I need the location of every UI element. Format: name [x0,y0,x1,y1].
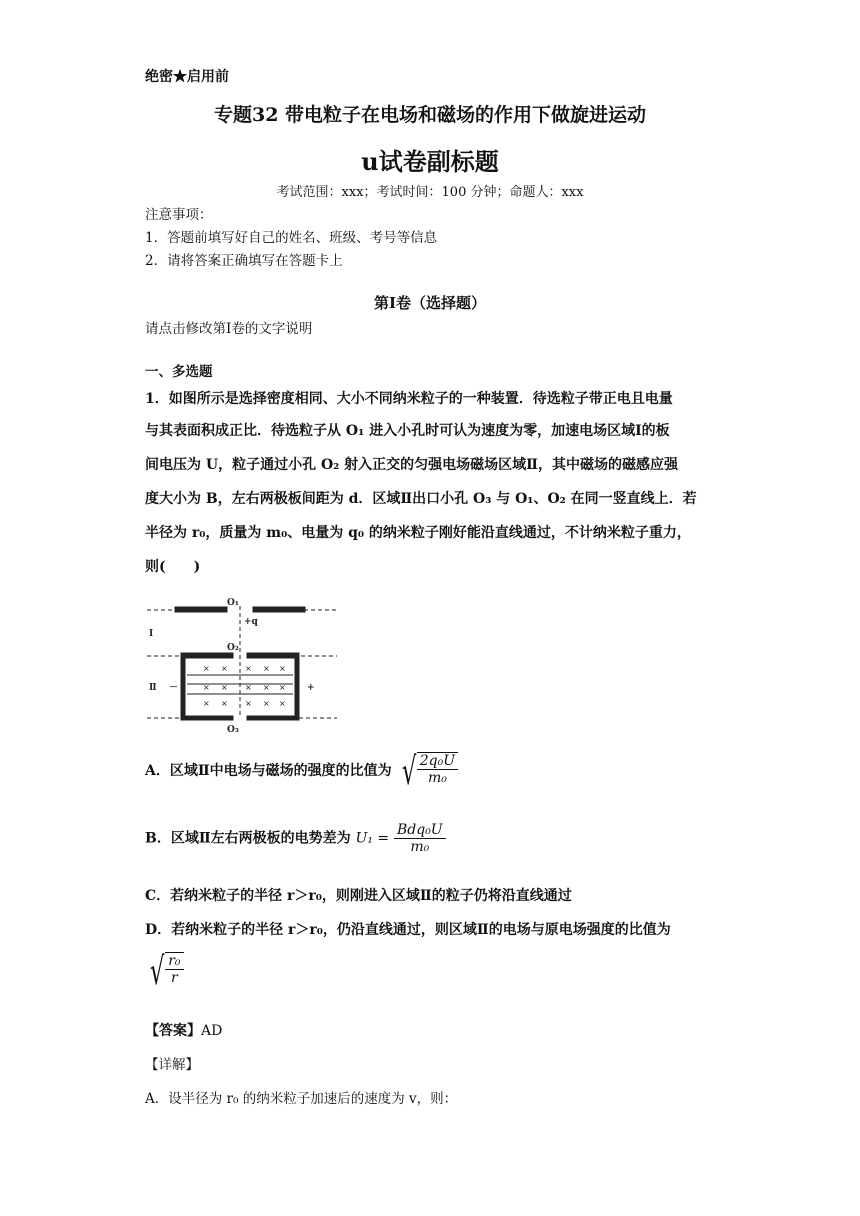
svg-text:×: × [279,683,286,692]
svg-text:×: × [245,683,252,692]
label-region-1: Ⅰ [149,629,154,639]
label-region-2: Ⅱ [149,683,157,693]
question-line: 间电压为 U，粒子通过小孔 O₂ 射入正交的匀强电场磁场区域Ⅱ，其中磁场的磁感应强 [145,457,678,473]
apparatus-diagram [145,596,345,736]
svg-text:×: × [245,664,252,673]
svg-text:×: × [203,699,210,708]
question-line: 度大小为 B，左右两极板间距为 d．区域Ⅱ出口小孔 O₃ 与 O₁、O₂ 在同一竖直线上．若 [145,491,697,507]
option-a [145,749,458,793]
question-line: 则( ) [145,559,201,575]
option-b [145,822,446,855]
section-title: 第Ⅰ卷（选择题） [373,294,487,312]
option-d: D．若纳米粒子的半径 r＞r₀，仍沿直线通过，则区域Ⅱ的电场与原电场强度的比值为 [145,922,671,938]
note-item: 1．答题前填写好自己的姓名、班级、考号等信息 [145,230,438,246]
answer-line [145,1020,222,1040]
option-b-denominator: m₀ [410,839,430,855]
exam-meta: 考试范围：xxx；考试时间：100 分钟；命题人：xxx [276,185,584,200]
option-b-text: B．区域Ⅱ左右两极板的电势差为 [145,830,351,847]
option-d-formula [145,949,184,993]
svg-text:×: × [203,664,210,673]
svg-text:×: × [279,699,286,708]
svg-text:×: × [263,664,270,673]
question-line: 半径为 r₀，质量为 m₀、电量为 q₀ 的纳米粒子刚好能沿直线通过，不计纳米粒子重力， [145,525,691,541]
answer-value: AD [201,1023,223,1039]
option-b-lhs: U₁ = [355,830,390,847]
svg-text:×: × [203,683,210,692]
confidential-label: 绝密★启用前 [145,69,229,85]
option-a-numerator: 2q₀U [417,753,458,770]
question-line: 1．如图所示是选择密度相同、大小不同纳米粒子的一种装置．待选粒子带正电且电量 [145,391,673,407]
svg-text:×: × [263,683,270,692]
option-c: C．若纳米粒子的半径 r＞r₀，则刚进入区域Ⅱ的粒子仍将沿直线通过 [145,888,572,904]
option-d-denominator: r [171,970,178,986]
label-q: +q [244,617,258,627]
sqrt-expression: √ $\frac{\text{2q₀U}}{\text{m₀}}$ [397,752,459,790]
explain-line: A．设半径为 r₀ 的纳米粒子加速后的速度为 v，则： [145,1091,458,1107]
option-b-numerator: Bdq₀U [394,822,446,839]
part-heading: 一、多选题 [145,364,213,380]
note-item: 2．请将答案正确填写在答题卡上 [145,253,343,269]
label-minus: － [169,683,179,693]
notes-heading: 注意事项： [145,207,213,223]
label-plus: + [307,683,315,693]
svg-text:×: × [245,699,252,708]
sqrt-expression: √ $\frac{\text{r₀}}{r}$ [145,952,184,990]
explain-label: 【详解】 [145,1057,199,1073]
document-subtitle: u试卷副标题 [361,147,499,176]
label-o3: O₃ [227,725,239,735]
answer-label: 【答案】 [145,1023,201,1039]
label-o1: O₁ [227,598,239,608]
section-description: 请点击修改第I卷的文字说明 [145,321,313,337]
svg-text:×: × [279,664,286,673]
svg-text:×: × [221,683,228,692]
svg-text:×: × [221,664,228,673]
svg-text:×: × [221,699,228,708]
svg-text:×: × [263,699,270,708]
label-o2: O₂ [227,643,239,653]
question-line: 与其表面积成正比．待选粒子从 O₁ 进入小孔时可认为速度为零，加速电场区域Ⅰ的板 [145,423,670,439]
option-d-numerator: r₀ [165,953,183,970]
document-title: 专题32 带电粒子在电场和磁场的作用下做旋进运动 [213,104,647,126]
option-a-text: A．区域Ⅱ中电场与磁场的强度的比值为 [145,763,392,779]
option-a-denominator: m₀ [427,770,447,786]
